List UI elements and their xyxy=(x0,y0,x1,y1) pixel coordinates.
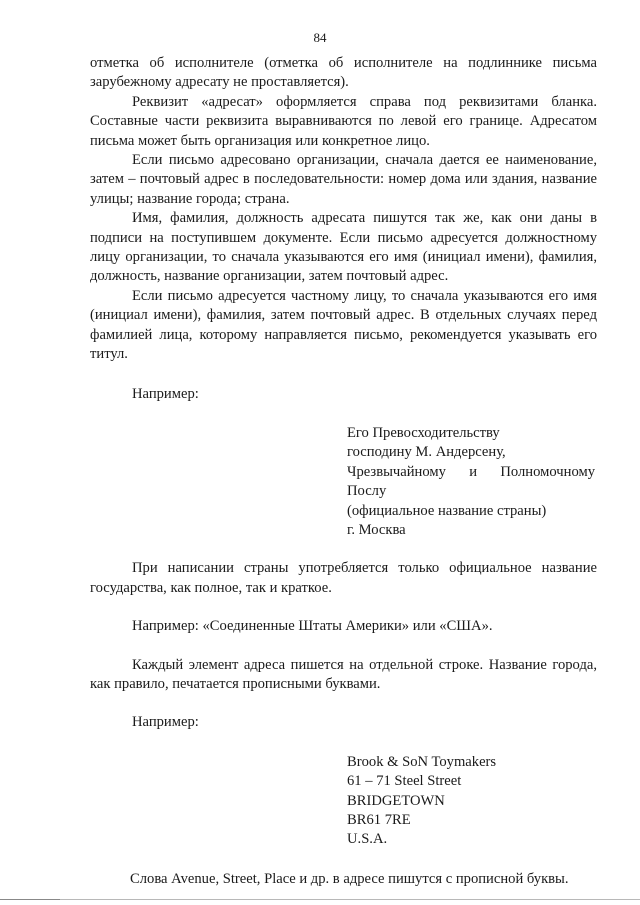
bottom-divider-left xyxy=(0,899,60,900)
address-line: Чрезвычайному и Полномочному xyxy=(347,463,595,480)
address-line: BR61 7RE xyxy=(347,812,411,828)
address-line: BRIDGETOWN xyxy=(347,792,445,809)
address-block-toymakers xyxy=(347,753,595,850)
address-block-ambassador xyxy=(347,424,595,540)
address-line: 61 – 71 Steel Street xyxy=(347,773,462,790)
paragraph-address-lines: Каждый элемент адреса пишется на отдельной строке. Название города, как правило, печатается прописными буквами. xyxy=(90,656,597,692)
address-line: г. Москва xyxy=(347,521,406,538)
address-line: господину М. Андерсену, xyxy=(347,444,506,461)
paragraph-addressee-requisite: Реквизит «адресат» оформляется справа под реквизитами бланка. Составные части реквизита выравниваются по левой его границе. Адресатом письма может быть организация или конкретное лицо. xyxy=(90,93,597,149)
address-line: Brook & SoN Toymakers xyxy=(347,753,497,770)
paragraph-capital-words: Слова Avenue, Street, Place и др. в адресе пишутся с прописной буквы. xyxy=(130,870,569,887)
page-number: 84 xyxy=(313,30,327,45)
address-line: Послу xyxy=(347,483,387,500)
example-label: Например: xyxy=(132,385,199,402)
paragraph-executor-mark: отметка об исполнителе (отметка об исполнителе на подлиннике письма зарубежному адресату не проставляется). xyxy=(90,55,597,91)
country-example: Например: «Соединенные Штаты Америки» или «США». xyxy=(132,618,493,635)
address-line: (официальное название страны) xyxy=(347,502,547,519)
paragraph-official-person: Имя, фамилия, должность адресата пишутся так же, как они даны в подписи на поступившем документе. Если письмо адресуется должностному лицу организации, то сначала указываются его имя (инициал имени), фамилия, должность, название организации, затем почтовый адрес. xyxy=(90,210,597,285)
example-label: Например: xyxy=(132,714,199,731)
paragraph-country-name: При написании страны употребляется только официальное название государства, как полное, так и краткое. xyxy=(90,560,597,596)
paragraph-private-person: Если письмо адресуется частному лицу, то сначала указываются его имя (инициал имени), фамилия, затем почтовый адрес. В отдельных случаях перед фамилией лица, которому направляется письмо, рекомендуется указывать его титул. xyxy=(90,287,597,363)
address-line: U.S.A. xyxy=(347,831,388,848)
bottom-divider xyxy=(0,899,640,900)
address-line: Его Превосходительству xyxy=(347,424,500,441)
paragraph-organization-address: Если письмо адресовано организации, сначала дается ее наименование, затем – почтовый адрес в последовательности: номер дома или здания, название улицы; название города; страна. xyxy=(90,152,597,207)
page-body xyxy=(90,54,597,889)
